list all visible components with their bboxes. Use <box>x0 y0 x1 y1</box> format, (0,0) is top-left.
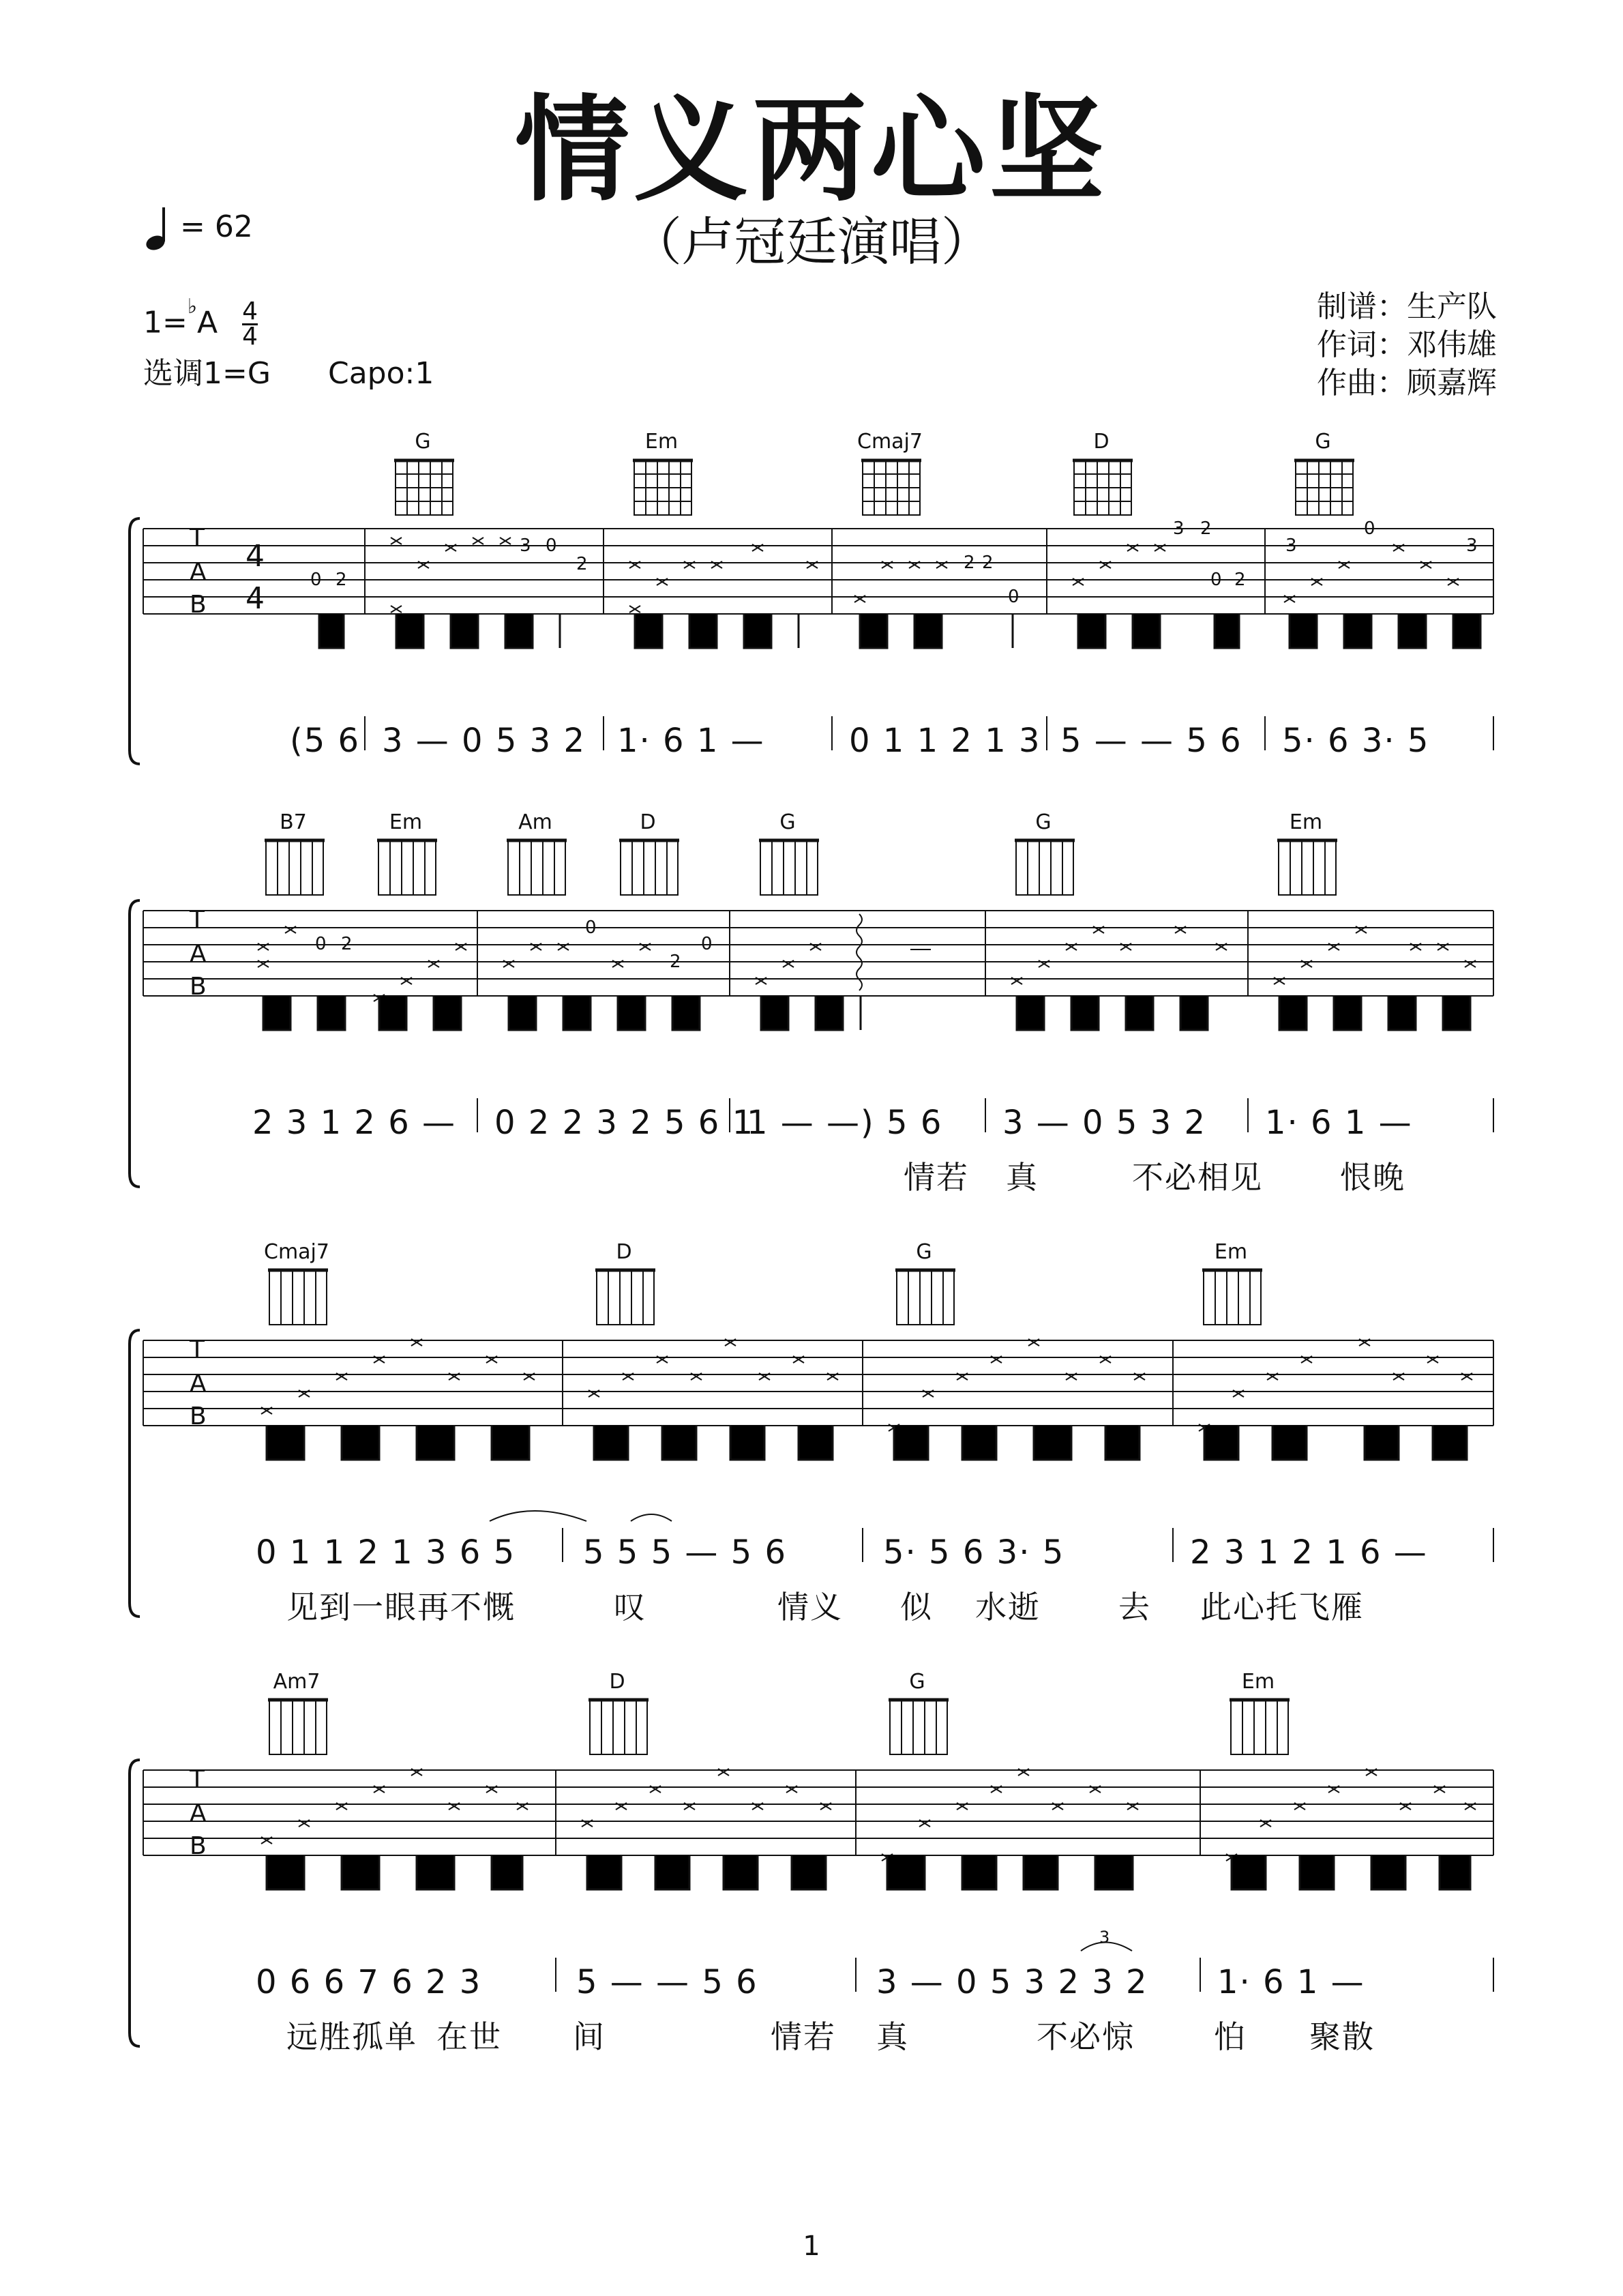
chord-name: Em <box>1214 1240 1248 1264</box>
key-signature <box>143 295 258 351</box>
system-1 <box>0 423 1623 778</box>
svg-text:2: 2 <box>982 553 994 573</box>
lyric: 情义 <box>777 1589 843 1625</box>
song-subtitle: （卢冠廷演唱） <box>630 211 993 272</box>
svg-text:0: 0 <box>585 917 597 938</box>
system-2 <box>0 798 1623 1207</box>
numbered-notation: 5· 5 6 3· 5 <box>883 1533 1065 1572</box>
credits <box>1317 288 1497 402</box>
svg-text:2: 2 <box>1200 518 1212 539</box>
lyric: 不必惊 <box>1037 2018 1135 2055</box>
numbered-notation: 2 3 1 2 6 — <box>252 1104 456 1142</box>
lyric: 叹 <box>614 1589 646 1625</box>
tab-letter: B <box>190 1402 207 1430</box>
chord-grid-cmaj7 <box>861 460 921 515</box>
numbered-notation: (5 6 <box>290 722 361 760</box>
tab-letter: B <box>190 1832 207 1860</box>
rhythm-stems <box>267 1426 1467 1460</box>
rhythm-stems <box>263 996 1470 1030</box>
numbered-notation: 3 — 0 5 3 2 <box>382 722 586 760</box>
chord-grids <box>268 1270 1262 1325</box>
lyricist: 作词：邓伟雄 <box>1317 327 1497 362</box>
numbered-notation: 0 1 1 2 1 3 <box>849 722 1041 760</box>
numbered-notation: 0 6 6 7 6 2 3 <box>256 1963 482 2001</box>
lyric: 真 <box>1006 1159 1039 1196</box>
tuning-info <box>143 355 434 393</box>
numbered-notation: 5 — — 5 6 <box>1060 722 1242 760</box>
chord-name: Cmaj7 <box>264 1240 329 1264</box>
svg-text:0: 0 <box>310 570 322 590</box>
key-letter: A <box>197 305 218 340</box>
flat-sign: ♭ <box>187 295 198 319</box>
svg-text:2: 2 <box>341 934 353 954</box>
svg-text:2: 2 <box>670 952 681 972</box>
page-number: 1 <box>803 2231 820 2262</box>
tab-time-bottom: 4 <box>245 581 265 616</box>
tab-staff-2 <box>0 798 1623 1207</box>
tab-letter: T <box>190 1336 205 1364</box>
svg-text:0: 0 <box>1008 587 1019 607</box>
chord-grids <box>394 460 1354 515</box>
numbered-notation: 3 — 0 5 3 2 3 2 <box>876 1963 1148 2001</box>
chord-name: G <box>1035 810 1052 834</box>
svg-text:0: 0 <box>1364 518 1375 539</box>
tab-letter: B <box>190 591 207 619</box>
rhythm-stems <box>319 614 1480 648</box>
tab-letter: A <box>190 1370 207 1398</box>
system-3 <box>0 1228 1623 1637</box>
tab-letter: A <box>190 940 207 968</box>
tab-letter: A <box>190 558 207 586</box>
select-key: 选调1=G <box>143 356 271 391</box>
tab-letter: T <box>190 906 205 934</box>
chord-name: Am <box>518 810 552 834</box>
lyric: 水逝 <box>975 1589 1041 1625</box>
chord-name: G <box>1315 430 1331 454</box>
chord-name: G <box>415 430 431 454</box>
chord-grids <box>268 1700 1290 1754</box>
time-signature <box>242 297 258 351</box>
numbered-notation: 5 — — 5 6 <box>576 1963 758 2001</box>
lyric: 此心托飞雁 <box>1200 1589 1364 1625</box>
svg-text:0: 0 <box>315 934 327 954</box>
numbered-notation: 1· 6 1 — <box>617 722 765 760</box>
system-4 <box>0 1658 1623 2067</box>
svg-text:3: 3 <box>520 535 531 556</box>
numbered-notation: 5· 6 3· 5 <box>1282 722 1430 760</box>
song-title: 情义两心坚 <box>515 83 1108 217</box>
chord-name: D <box>1093 430 1110 454</box>
lyric: 在世 <box>436 2018 502 2055</box>
tab-staff-3 <box>0 1228 1623 1637</box>
chord-name: G <box>909 1670 925 1694</box>
svg-text:2: 2 <box>336 570 347 590</box>
svg-text:3: 3 <box>1285 535 1297 556</box>
tab-time-top: 4 <box>245 539 265 574</box>
numbered-notation: 0 2 2 3 2 5 6 1 <box>494 1104 755 1142</box>
key-prefix: 1= <box>143 305 188 340</box>
svg-text:0: 0 <box>1210 570 1222 590</box>
chord-name: Em <box>644 430 679 454</box>
tab-staff-4 <box>0 1658 1623 2067</box>
chord-grid-g2 <box>1294 460 1354 515</box>
chord-name: Em <box>1241 1670 1275 1694</box>
rhythm-stems <box>267 1855 1470 1889</box>
numbered-notation: 1 — —) 5 6 <box>747 1104 943 1142</box>
lyric: 去 <box>1118 1589 1151 1625</box>
chord-name: D <box>609 1670 625 1694</box>
numbered-notation: 3 — 0 5 3 2 <box>1002 1104 1206 1142</box>
numbered-notation: 5 5 5 — 5 6 <box>583 1533 787 1572</box>
chord-grid-d <box>1073 460 1133 515</box>
lyric: 见到一眼再不慨 <box>286 1589 516 1625</box>
chord-grid-em <box>633 460 693 515</box>
lyric: 似 <box>900 1589 933 1625</box>
svg-text:2: 2 <box>576 554 588 574</box>
time-top: 4 <box>242 297 258 325</box>
lyric: 不必相见 <box>1132 1159 1263 1196</box>
lyric: 真 <box>876 2018 909 2055</box>
pick-marks <box>261 1339 1472 1431</box>
chord-name: Em <box>1289 810 1323 834</box>
tab-letter: T <box>190 1765 205 1793</box>
pick-marks <box>261 1769 1476 1861</box>
svg-text:0: 0 <box>701 934 713 954</box>
numbered-notation: 0 1 1 2 1 3 6 5 <box>256 1533 516 1572</box>
chord-name: Em <box>389 810 423 834</box>
chord-name: B7 <box>280 810 307 834</box>
chord-name: Cmaj7 <box>857 430 923 454</box>
chord-grid-g <box>394 460 454 515</box>
numbered-notation: 2 3 1 2 1 6 — <box>1190 1533 1428 1572</box>
chord-name: G <box>916 1240 932 1264</box>
lyric: 间 <box>573 2018 606 2055</box>
arranger: 制谱：生产队 <box>1317 289 1497 324</box>
triplet-mark: 3 <box>1099 1928 1110 1947</box>
chord-name: D <box>640 810 656 834</box>
tab-letter: B <box>190 973 207 1001</box>
svg-text:3: 3 <box>1466 535 1478 556</box>
lyric: 怕 <box>1214 2018 1247 2055</box>
lyric: 远胜孤单 <box>286 2018 417 2055</box>
chord-name: D <box>616 1240 632 1264</box>
lyric: 聚散 <box>1309 2018 1375 2055</box>
quarter-note-icon <box>143 205 170 252</box>
tempo <box>143 205 253 252</box>
svg-text:0: 0 <box>546 535 557 556</box>
svg-text:2: 2 <box>964 553 975 573</box>
numbered-notation: 1· 6 1 — <box>1265 1104 1413 1142</box>
capo: Capo:1 <box>327 356 434 391</box>
time-bottom: 4 <box>242 323 258 351</box>
tab-letter: T <box>190 524 205 552</box>
lyric: 恨晚 <box>1340 1159 1405 1196</box>
tempo-value: = 62 <box>180 209 253 244</box>
lyric: 情若 <box>771 2018 836 2055</box>
numbered-notation: 1· 6 1 — <box>1217 1963 1365 2001</box>
pick-marks <box>258 926 1476 1001</box>
chord-grids <box>265 840 1337 895</box>
chord-name: Am7 <box>273 1670 321 1694</box>
composer: 作曲：顾嘉辉 <box>1317 366 1497 400</box>
tab-letter: A <box>190 1799 207 1827</box>
chord-name: G <box>779 810 796 834</box>
svg-text:3: 3 <box>1173 518 1185 539</box>
svg-text:2: 2 <box>1234 570 1246 590</box>
lyric: 情若 <box>904 1159 969 1196</box>
